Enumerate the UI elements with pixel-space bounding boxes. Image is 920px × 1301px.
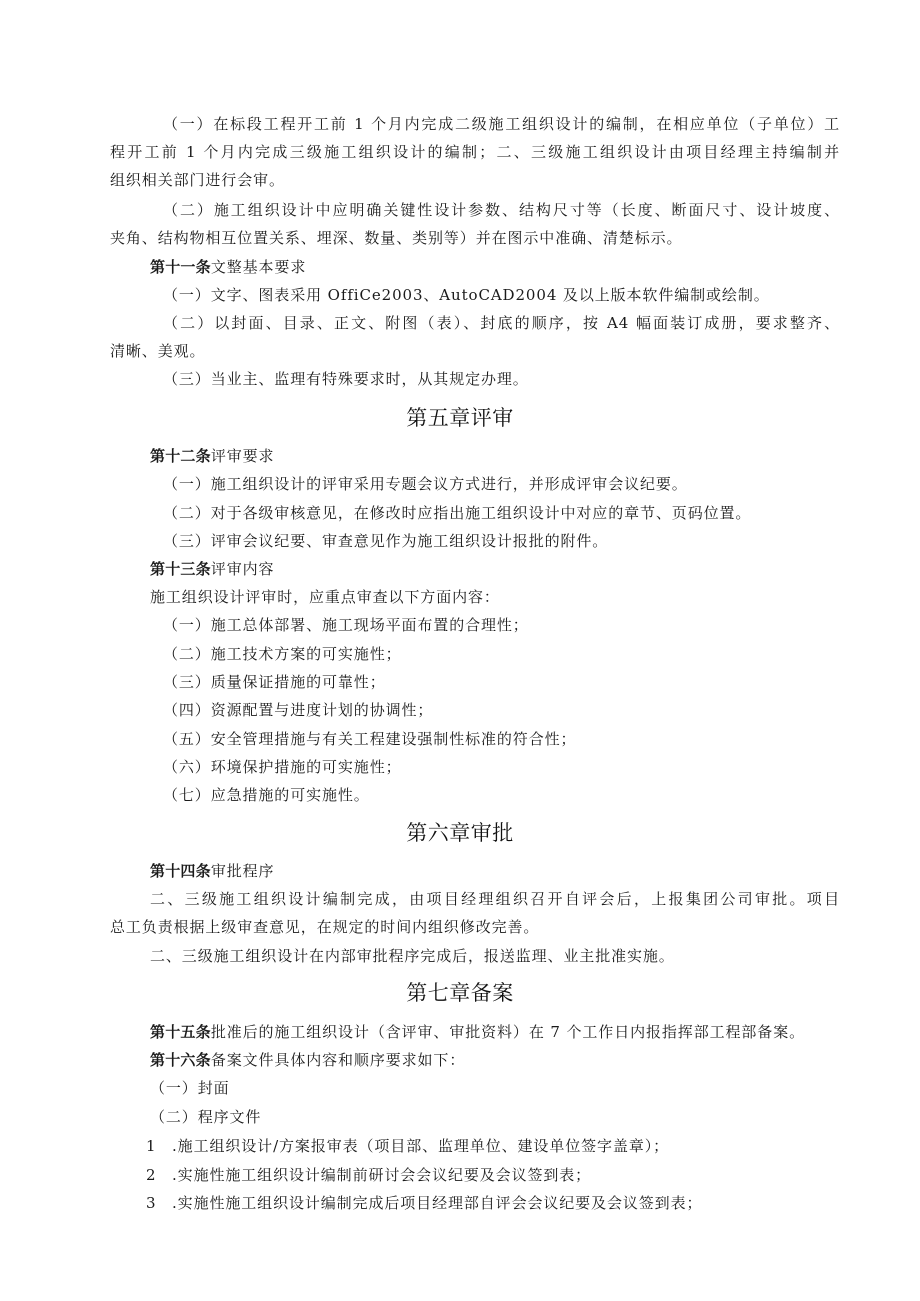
chapter-heading: 第六章审批 xyxy=(406,821,514,845)
list-item: （一）施工组织设计的评审采用专题会议方式进行，并形成评审会议纪要。 xyxy=(163,475,688,493)
list-item: （二）对于各级审核意见，在修改时应指出施工组织设计中对应的章节、页码位置。 xyxy=(163,504,752,522)
article-label: 第十三条 xyxy=(150,560,211,578)
paragraph-line: （二）施工组织设计中应明确关键性设计参数、结构尺寸等（长度、断面尺寸、设计坡度、 xyxy=(163,201,840,219)
list-item: （二）施工技术方案的可实施性； xyxy=(163,645,402,663)
paragraph-line: 总工负责根据上级审查意见，在规定的时间内组织修改完善。 xyxy=(110,918,540,936)
item-number: 1 xyxy=(146,1137,157,1155)
paragraph-line: （一）在标段工程开工前 1 个月内完成二级施工组织设计的编制，在相应单位（子单位）工 xyxy=(163,115,840,133)
article-16 xyxy=(150,1050,880,1070)
article-14 xyxy=(150,861,880,881)
list-item: （七）应急措施的可实施性。 xyxy=(163,786,370,804)
sub-heading: （二）程序文件 xyxy=(150,1108,262,1126)
sub-heading: （一）封面 xyxy=(150,1079,230,1097)
article-13 xyxy=(150,559,880,579)
chapter-heading: 第五章评审 xyxy=(406,406,514,430)
article-label: 第十五条 xyxy=(150,1023,211,1041)
item-text: .施工组织设计/方案报审表（项目部、监理单位、建设单位签字盖章）； xyxy=(172,1137,670,1155)
paragraph-line: 组织相关部门进行会审。 xyxy=(110,171,285,189)
item-number: 2 xyxy=(146,1166,157,1184)
article-text: 批准后的施工组织设计（含评审、审批资料）在 7 个工作日内报指挥部工程部备案。 xyxy=(210,1023,805,1041)
paragraph-line: 程开工前 1 个月内完成三级施工组织设计的编制；二、三级施工组织设计由项目经理主持编制并 xyxy=(110,143,840,161)
list-item-continued: 清晰、美观。 xyxy=(110,342,206,360)
list-item: （三）评审会议纪要、审查意见作为施工组织设计报批的附件。 xyxy=(163,532,609,550)
numbered-item xyxy=(146,1165,876,1185)
list-item: （一）文字、图表采用 OffiCe2003、AutoCAD2004 及以上版本软件编制或绘制。 xyxy=(163,286,770,304)
list-item: （三）质量保证措施的可靠性； xyxy=(163,673,386,691)
article-label: 第十一条 xyxy=(150,258,211,276)
article-11 xyxy=(150,257,880,277)
chapter-heading: 第七章备案 xyxy=(406,981,514,1005)
paragraph-line: 二、三级施工组织设计在内部审批程序完成后，报送监理、业主批准实施。 xyxy=(150,947,675,965)
intro-text: 施工组织设计评审时，应重点审查以下方面内容： xyxy=(150,588,500,606)
article-label: 第十六条 xyxy=(150,1051,211,1069)
article-title: 评审要求 xyxy=(210,447,275,465)
article-label: 第十二条 xyxy=(150,447,211,465)
paragraph-line: 二、三级施工组织设计编制完成，由项目经理组织召开自评会后，上报集团公司审批。项目 xyxy=(150,890,840,908)
article-text: 备案文件具体内容和顺序要求如下： xyxy=(210,1051,466,1069)
article-title: 文整基本要求 xyxy=(210,258,307,276)
article-12 xyxy=(150,446,880,466)
list-item: （五）安全管理措施与有关工程建设强制性标准的符合性； xyxy=(163,730,577,748)
list-item: （二）以封面、目录、正文、附图（表）、封底的顺序，按 A4 幅面装订成册，要求整齐、 xyxy=(163,314,840,332)
item-text: .实施性施工组织设计编制完成后项目经理部自评会会议纪要及会议签到表； xyxy=(172,1194,703,1212)
list-item: （三）当业主、监理有特殊要求时，从其规定办理。 xyxy=(163,370,529,388)
article-15 xyxy=(150,1022,880,1042)
numbered-item xyxy=(146,1193,876,1213)
list-item: （六）环境保护措施的可实施性； xyxy=(163,758,402,776)
article-label: 第十四条 xyxy=(150,862,211,880)
article-title: 评审内容 xyxy=(210,560,275,578)
item-text: .实施性施工组织设计编制前研讨会会议纪要及会议签到表； xyxy=(172,1166,592,1184)
list-item: （一）施工总体部署、施工现场平面布置的合理性； xyxy=(163,616,529,634)
paragraph-line: 夹角、结构物相互位置关系、埋深、数量、类别等）并在图示中准确、清楚标示。 xyxy=(110,229,683,247)
item-number: 3 xyxy=(146,1194,157,1212)
numbered-item xyxy=(146,1136,876,1156)
list-item: （四）资源配置与进度计划的协调性； xyxy=(163,701,434,719)
article-title: 审批程序 xyxy=(210,862,275,880)
